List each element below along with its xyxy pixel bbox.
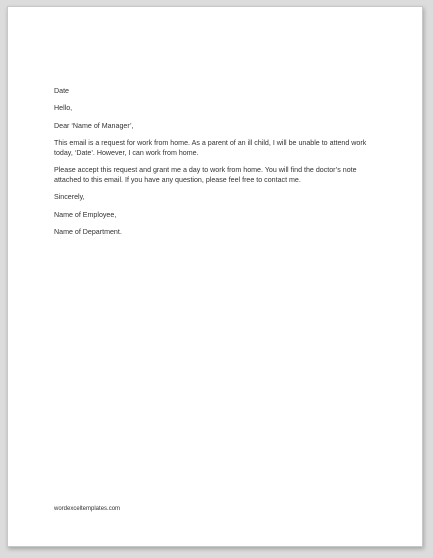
paragraph-accept: Please accept this request and grant me a day to work from home. You will find the doctor’s note attached to this email. If you have any question, please feel free to contact me. [54,166,357,184]
department-line: Name of Department. [54,227,122,236]
footer-website: wordexceltemplates.com [54,506,121,512]
closing-line: Sincerely, [54,193,85,202]
document-page [7,6,423,547]
letter-body [54,87,384,245]
date-line: Date [54,87,69,95]
salutation-line: Dear ‘Name of Manager’, [54,121,134,130]
employee-name-line: Name of Employee, [54,210,117,219]
paragraph-request: This email is a request for work from home. As a parent of an ill child, I will be unable to attend work today, ‘Date’. However, I can work from home. [54,139,367,157]
greeting-line: Hello, [54,104,73,113]
